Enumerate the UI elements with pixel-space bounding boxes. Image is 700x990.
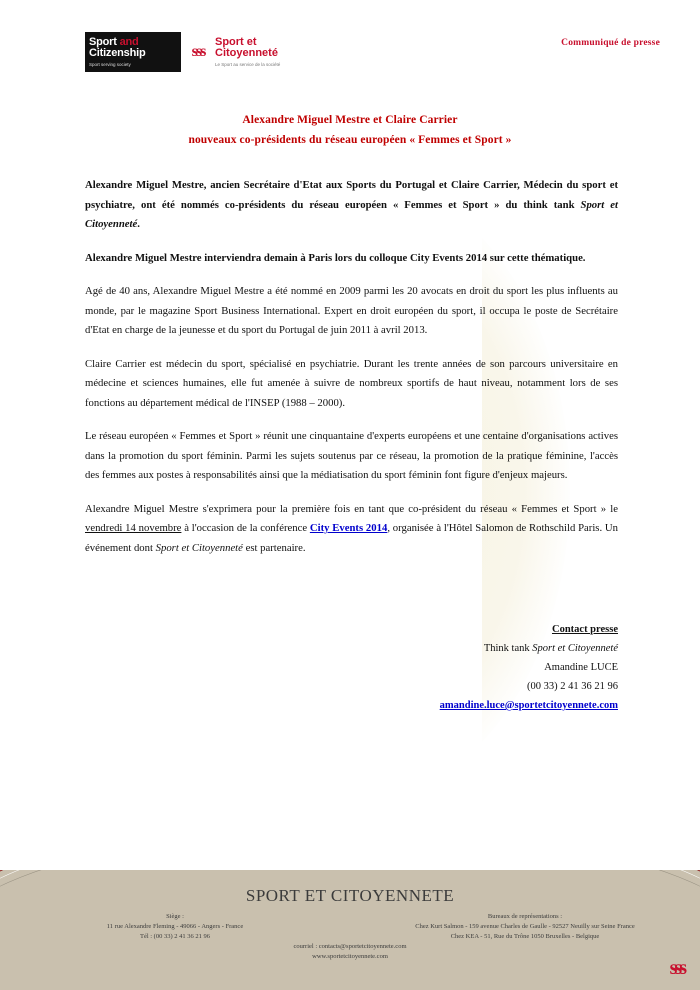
page-title: [60, 110, 640, 150]
event-text-c: , organisée à l'Hôtel Salomon de Rothschild Paris. Un événement dont: [85, 522, 618, 554]
logo-left-line1-accent: and: [119, 36, 139, 48]
footer-hq-label: Siège :: [166, 913, 184, 920]
contact-email-link[interactable]: amandine.luce@sportetcitoyennete.com: [439, 700, 618, 711]
paragraph-announcement: Alexandre Miguel Mestre interviendra demain à Paris lors du colloque City Events 2014 sur cette thématique.: [85, 251, 586, 264]
lead-text-b: .: [137, 218, 140, 230]
footer-hq-phone: Tél : (00 33) 2 41 36 21 96: [139, 933, 211, 940]
document-body: [85, 176, 618, 558]
logo-right-tagline: Le Sport au service de la société: [215, 62, 281, 67]
footer-column-offices: [350, 912, 700, 942]
document-header: [85, 22, 660, 82]
sss-monogram-icon: sss: [191, 43, 205, 60]
event-link[interactable]: City Events 2014: [309, 522, 388, 534]
paragraph-lead: [85, 176, 618, 235]
contact-heading: Contact presse: [551, 624, 618, 635]
contact-person: Amandine LUCE: [544, 662, 618, 673]
footer-website: www.sportetcitoyennete.com: [312, 953, 388, 960]
contact-organization: [0, 639, 618, 658]
footer-offices-label: Bureaux de représentations :: [487, 913, 563, 920]
footer-hq-address: 11 rue Alexandre Fleming - 49066 - Angers - France: [106, 923, 244, 930]
footer-contact: [0, 942, 700, 962]
logo-right-line1: Sport et: [215, 36, 257, 48]
logo-left-line2: Citizenship: [89, 47, 146, 59]
footer-office-paris: Chez Kurt Salmon - 159 avenue Charles de Gaulle - 92527 Neuilly sur Seine France: [415, 923, 635, 930]
paragraph-mestre-bio: Agé de 40 ans, Alexandre Miguel Mestre a été nommé en 2009 parmi les 20 avocats en droit du sport les plus influents au monde, par le magazine Sport Business International. Expert en droit européen du sport, il occupa le poste de Secrétaire d'Etat en charge de la jeunesse et du sport du Portugal de juin 2011 à avril 2013.: [85, 285, 618, 336]
footer-column-headquarters: [0, 912, 350, 942]
press-release-tag: Communiqué de presse: [561, 38, 660, 48]
title-line-1: Alexandre Miguel Mestre et Claire Carrier: [242, 114, 458, 126]
contact-phone: (00 33) 2 41 36 21 96: [527, 681, 618, 692]
title-line-2: nouveaux co-présidents du réseau européen « Femmes et Sport »: [188, 134, 512, 146]
logo-sport-and-citizenship: [85, 32, 181, 72]
footer-columns: [0, 912, 700, 942]
contact-org-prefix: Think tank: [483, 643, 533, 654]
footer-sss-monogram-icon: sss: [669, 957, 684, 979]
paragraph-event: [85, 500, 618, 559]
logo-left-tagline: Sport serving society: [89, 62, 131, 67]
paragraph-network: Le réseau européen « Femmes et Sport » réunit une cinquantaine d'experts européens et une centaine d'organisations actives dans la promotion du sport féminin. Parmi les sujets soutenus par ce réseau, la promotion de la pratique féminine, l'accès des femmes aux postes à responsabilités ainsi que la médiatisation du sport féminin font figure d'enjeux majeurs.: [85, 430, 618, 481]
lead-text-a: Alexandre Miguel Mestre, ancien Secrétaire d'Etat aux Sports du Portugal et Claire Carrier, Médecin du sport et psychiatre, ont été nommés co-présidents du réseau européen « Femmes et Sport » du think tank: [85, 179, 618, 211]
footer-email: courriel : contacts@sportetcitoyennete.com: [293, 943, 407, 950]
logo-left-line1: Sport: [89, 36, 117, 48]
footer-office-brussels: Chez KEA - 51, Rue du Trône 1050 Bruxelles - Belgique: [450, 933, 600, 940]
contact-org-name: Sport et Citoyenneté: [532, 643, 618, 654]
document-content: [0, 22, 700, 715]
footer-title: SPORT ET CITOYENNETE: [245, 886, 455, 905]
event-date: vendredi 14 novembre: [85, 522, 182, 534]
lead-brand: Sport et Citoyenneté: [85, 198, 618, 230]
logo-sport-et-citoyennete: [215, 32, 280, 72]
logo-right-line2: Citoyenneté: [215, 47, 278, 59]
event-text-a: Alexandre Miguel Mestre s'exprimera pour la première fois en tant que co-président du réseau « Femmes et Sport » le: [85, 502, 618, 515]
event-text-d: est partenaire.: [242, 541, 306, 554]
organization-logo: [85, 32, 310, 72]
event-text-b: à l'occasion de la conférence: [181, 522, 310, 534]
document-footer: [0, 870, 700, 990]
paragraph-carrier-bio: Claire Carrier est médecin du sport, spécialisé en psychiatrie. Durant les trente années de son parcours universitaire en médecine et sciences humaines, elle fut amenée à suivre de nombreux sportifs de haut niveau, notamment lors de ses fonctions au département médical de l'INSEP (1988 – 2000).: [85, 357, 618, 409]
contact-block: [0, 620, 618, 715]
event-brand: Sport et Citoyenneté: [155, 541, 243, 554]
